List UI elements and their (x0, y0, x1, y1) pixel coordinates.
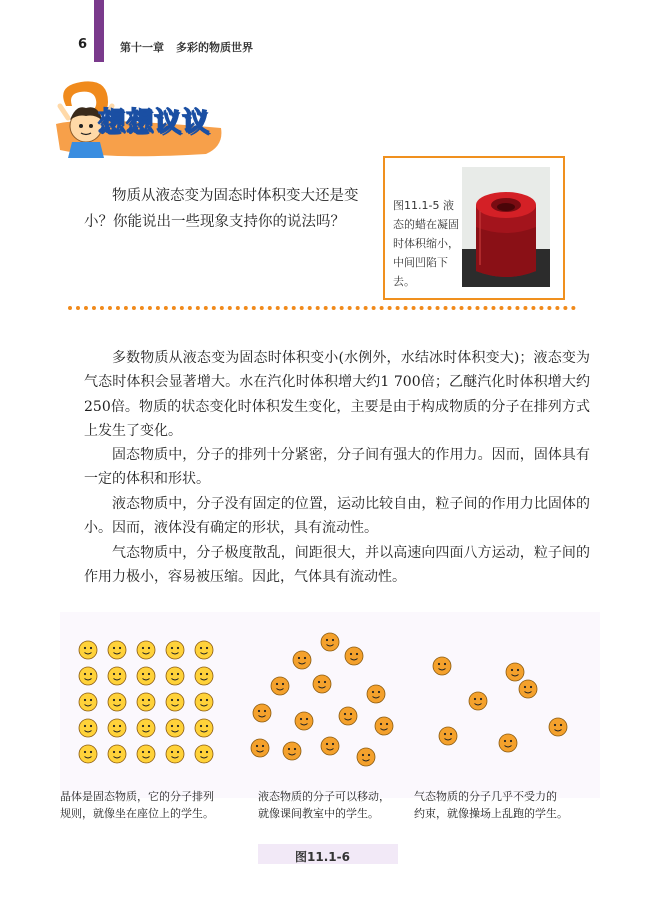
solid-particle (108, 745, 126, 763)
question-text: 物质从液态变为固态时体积变大还是变小？你能说出一些现象支持你的说法吗？ (84, 188, 359, 230)
section-divider (68, 306, 576, 310)
solid-particle (166, 745, 184, 763)
solid-particle (137, 745, 155, 763)
solid-particle (195, 693, 213, 711)
solid-particle (137, 693, 155, 711)
discussion-question (84, 183, 376, 235)
liquid-particle (339, 707, 357, 725)
liquid-particle (253, 704, 271, 722)
solid-particle (79, 745, 97, 763)
chapter-header (120, 39, 265, 55)
solid-particle (166, 693, 184, 711)
liquid-particle (357, 748, 375, 766)
gas-particle (506, 663, 524, 681)
liquid-particle (321, 633, 339, 651)
solid-particle (195, 667, 213, 685)
solid-particle (79, 693, 97, 711)
liquid-particle (345, 647, 363, 665)
solid-particle (137, 641, 155, 659)
solid-particle (195, 745, 213, 763)
solid-particle (79, 667, 97, 685)
caption-gas: 气态物质的分子几乎不受力的 约束，就像操场上乱跑的学生。 (414, 790, 568, 820)
chapter-title: 多彩的物质世界 (176, 41, 253, 54)
solid-particle (108, 641, 126, 659)
solid-particle (195, 719, 213, 737)
wax-photo (462, 167, 550, 287)
gas-particle (499, 734, 517, 752)
chapter-color-bar (94, 0, 104, 62)
solid-particle (79, 719, 97, 737)
solid-particle (137, 667, 155, 685)
solid-particle (79, 641, 97, 659)
caption-solid: 晶体是固态物质，它的分子排列 规则，就像坐在座位上的学生。 (60, 790, 214, 820)
solid-particle (137, 719, 155, 737)
molecule-figure (60, 612, 600, 798)
liquid-particle (271, 677, 289, 695)
section-title: 想想议议 (98, 107, 210, 138)
liquid-particle (251, 739, 269, 757)
liquid-particle (321, 737, 339, 755)
liquid-particle (295, 712, 313, 730)
solid-particle (108, 667, 126, 685)
chapter-label: 第十一章 (120, 41, 164, 54)
gas-particle (469, 692, 487, 710)
figure-label: 图11.1-6 (295, 850, 350, 864)
gas-particle (549, 718, 567, 736)
body-paragraph-3: 液态物质中，分子没有固定的位置，运动比较自由，粒子间的作用力比固体的小。因而，液体没有确定的形状，具有流动性。 (84, 496, 590, 537)
liquid-particle (313, 675, 331, 693)
solid-particle (195, 641, 213, 659)
liquid-particle (293, 651, 311, 669)
gas-particle (433, 657, 451, 675)
solid-particle (108, 693, 126, 711)
liquid-particle (367, 685, 385, 703)
solid-particle (166, 719, 184, 737)
solid-particle (166, 667, 184, 685)
page-number: 6 (78, 37, 88, 52)
body-paragraph-4: 气态物质中，分子极度散乱，间距很大，并以高速向四面八方运动，粒子间的作用力极小，容易被压缩。因此，气体具有流动性。 (84, 545, 590, 586)
solid-particle (108, 719, 126, 737)
body-paragraph-2: 固态物质中，分子的排列十分紧密，分子间有强大的作用力。因而，固体具有一定的体积和形状。 (84, 447, 590, 488)
liquid-particle (375, 717, 393, 735)
caption-liquid: 液态物质的分子可以移动， 就像课间教室中的学生。 (258, 790, 390, 820)
photo-caption: 图11.1-5 液态的蜡在凝固时体积缩小，中间凹陷下去。 (393, 199, 459, 288)
gas-particle (519, 680, 537, 698)
gas-particle (439, 727, 457, 745)
figure-captions (60, 788, 600, 838)
solid-particle (166, 641, 184, 659)
body-paragraph-1: 多数物质从液态变为固态时体积变小(水例外，水结冰时体积变大)；液态变为气态时体积会显著增大。水在汽化时体积增大约1 700倍；乙醚汽化时体积增大约250倍。物质的状态变化时体积发生变化，主要是由于构成物质的分子在排列方式上发生了变化。 (84, 350, 590, 440)
liquid-particle (283, 742, 301, 760)
